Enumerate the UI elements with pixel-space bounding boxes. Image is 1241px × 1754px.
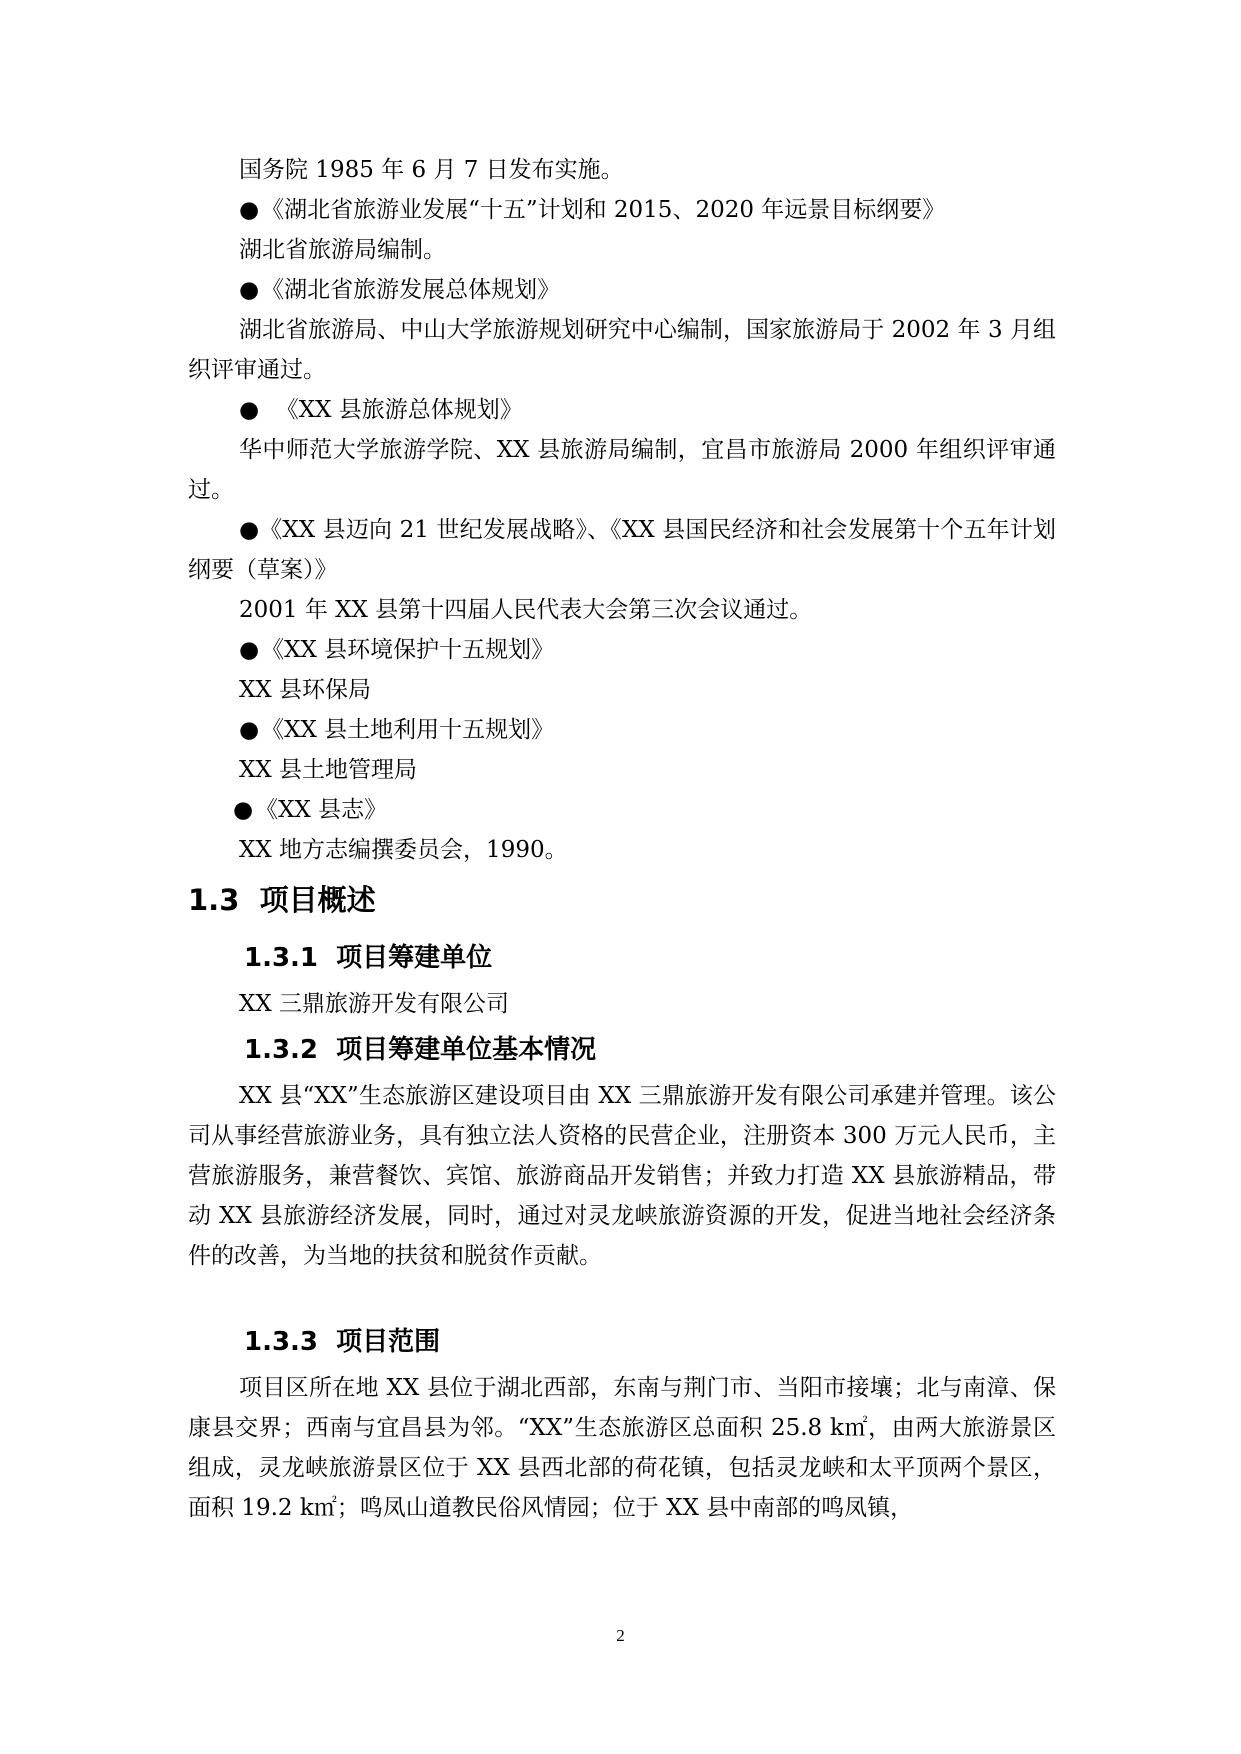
organizer-name: XX 三鼎旅游开发有限公司: [239, 991, 510, 1017]
ref-line: 2001 年 XX 县第十四届人民代表大会第三次会议通过。: [239, 597, 813, 623]
ref-bullet-text: 《XX 县旅游总体规划》: [261, 397, 523, 423]
ref-bullet-item: [188, 390, 1056, 430]
ref-bullet-text: 《XX 县环境保护十五规划》: [261, 637, 555, 663]
bullet-icon: ●: [233, 797, 254, 823]
subsection-heading-1-3-3: 1.3.3 项目范围: [244, 1327, 441, 1357]
ref-bullet-text: 《XX 县志》: [255, 797, 388, 823]
ref-paragraph: 华中师范大学旅游学院、XX 县旅游局编制，宜昌市旅游局 2000 年组织评审通过。: [188, 437, 1056, 503]
ref-bullet-text: 《湖北省旅游业发展“十五”计划和 2015、2020 年远景目标纲要》: [261, 197, 946, 223]
ref-bullet-text: 《XX 县土地利用十五规划》: [261, 717, 555, 743]
ref-paragraph: ●《XX 县迈向 21 世纪发展战略》、《XX 县国民经济和社会发展第十个五年计划纲要（草案）》: [188, 517, 1056, 583]
page-number: 2: [616, 1626, 625, 1645]
ref-line: XX 县环保局: [239, 677, 372, 703]
ref-bullet-text: 《湖北省旅游发展总体规划》: [261, 277, 561, 303]
bullet-icon: ●: [239, 197, 260, 223]
subsection-heading-1-3-2: 1.3.2 项目筹建单位基本情况: [244, 1035, 597, 1065]
ref-bullet-item: [188, 630, 1056, 670]
subsection-heading-1-3-1: 1.3.1 项目筹建单位: [244, 943, 493, 973]
ref-bullet-item: [188, 190, 1056, 230]
ref-paragraph: 湖北省旅游局、中山大学旅游规划研究中心编制，国家旅游局于 2002 年 3 月组织评审通过。: [188, 317, 1056, 383]
paragraph-spacer: [188, 1276, 1056, 1316]
ref-line: XX 地方志编撰委员会，1990。: [239, 837, 568, 863]
bullet-icon: ●: [239, 397, 260, 423]
bullet-icon: ●: [239, 637, 260, 663]
project-scope-paragraph: 项目区所在地 XX 县位于湖北西部，东南与荆门市、当阳市接壤；北与南漳、保康县交界；西南与宜昌县为邻。“XX”生态旅游区总面积 25.8 k㎡，由两大旅游景区组成，灵龙峡旅游景区位于 XX 县西北部的荷花镇，包括灵龙峡和太平顶两个景区，面积 19.2 k㎡；鸣凤山道教民俗风情园；位于 XX 县中南部的鸣凤镇，: [188, 1375, 1056, 1521]
ref-bullet-item: [188, 270, 1056, 310]
page-content: [188, 150, 1056, 1528]
ref-line: 湖北省旅游局编制。: [239, 237, 446, 263]
ref-line: XX 县土地管理局: [239, 757, 418, 783]
ref-bullet-item: [188, 710, 1056, 750]
ref-line: 国务院 1985 年 6 月 7 日发布实施。: [239, 157, 624, 183]
section-heading-1-3: 1.3 项目概述: [188, 883, 376, 917]
bullet-icon: ●: [239, 277, 260, 303]
ref-bullet-item: [188, 790, 1056, 830]
bullet-icon: ●: [239, 717, 260, 743]
organizer-description-paragraph: XX 县“XX”生态旅游区建设项目由 XX 三鼎旅游开发有限公司承建并管理。该公司从事经营旅游业务，具有独立法人资格的民营企业，注册资本 300 万元人民币，主营旅游服务，兼营餐饮、宾馆、旅游商品开发销售；并致力打造 XX 县旅游精品，带动 XX 县旅游经济发展，同时，通过对灵龙峡旅游资源的开发，促进当地社会经济条件的改善，为当地的扶贫和脱贫作贡献。: [188, 1083, 1056, 1269]
